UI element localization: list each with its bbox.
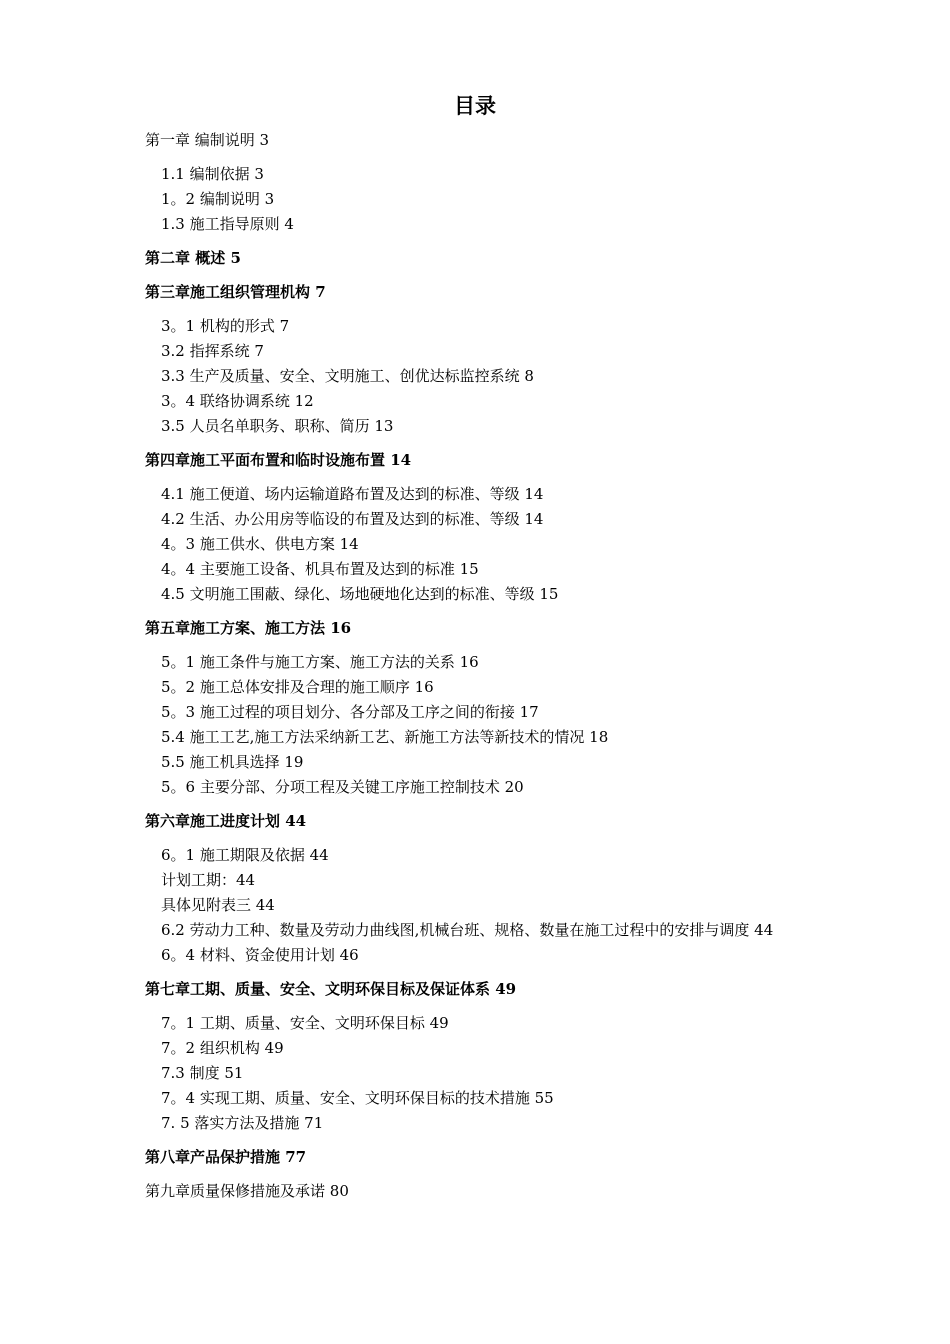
toc-chapter: 第九章质量保修措施及承诺 80 <box>145 1182 349 1200</box>
toc-section: 4。3 施工供水、供电方案 14 <box>161 535 359 553</box>
toc-chapter: 第八章产品保护措施 77 <box>145 1148 307 1166</box>
toc-chapter: 第三章施工组织管理机构 7 <box>145 283 326 301</box>
toc-section: 3.5 人员名单职务、职称、简历 13 <box>161 417 394 435</box>
toc-section: 5。3 施工过程的项目划分、各分部及工序之间的衔接 17 <box>161 703 539 721</box>
toc-section: 5.5 施工机具选择 19 <box>161 753 304 771</box>
toc-section: 5.4 施工工艺,施工方法采纳新工艺、新施工方法等新技术的情况 18 <box>161 728 609 746</box>
toc-chapter: 第二章 概述 5 <box>145 249 241 267</box>
toc-chapter: 第一章 编制说明 3 <box>145 131 270 149</box>
toc-section: 3.3 生产及质量、安全、文明施工、创优达标监控系统 8 <box>161 367 534 385</box>
toc-section: 计划工期：44 <box>161 871 256 889</box>
toc-section: 1.1 编制依据 3 <box>161 165 264 183</box>
toc-section: 6.2 劳动力工种、数量及劳动力曲线图,机械台班、规格、数量在施工过程中的安排与调度 44 <box>161 921 774 939</box>
toc-section: 4.5 文明施工围蔽、绿化、场地硬地化达到的标准、等级 15 <box>161 585 559 603</box>
toc-section: 7. 5 落实方法及措施 71 <box>161 1114 324 1132</box>
toc-section: 5。1 施工条件与施工方案、施工方法的关系 16 <box>161 653 479 671</box>
toc-section: 4.2 生活、办公用房等临设的布置及达到的标准、等级 14 <box>161 510 544 528</box>
toc-section: 1。2 编制说明 3 <box>161 190 275 208</box>
toc-chapter: 第四章施工平面布置和临时设施布置 14 <box>145 451 412 469</box>
toc-section: 7。4 实现工期、质量、安全、文明环保目标的技术措施 55 <box>161 1089 554 1107</box>
toc-section: 3。1 机构的形式 7 <box>161 317 290 335</box>
toc-section: 5。2 施工总体安排及合理的施工顺序 16 <box>161 678 434 696</box>
toc-section: 1.3 施工指导原则 4 <box>161 215 294 233</box>
toc-chapter: 第七章工期、质量、安全、文明环保目标及保证体系 49 <box>145 980 517 998</box>
table-of-contents <box>145 128 805 1213</box>
toc-section: 3。4 联络协调系统 12 <box>161 392 314 410</box>
toc-section: 6。4 材料、资金使用计划 46 <box>161 946 359 964</box>
toc-chapter: 第六章施工进度计划 44 <box>145 812 307 830</box>
toc-section: 4。4 主要施工设备、机具布置及达到的标准 15 <box>161 560 479 578</box>
toc-section: 5。6 主要分部、分项工程及关键工序施工控制技术 20 <box>161 778 524 796</box>
toc-section: 4.1 施工便道、场内运输道路布置及达到的标准、等级 14 <box>161 485 544 503</box>
toc-section: 7。2 组织机构 49 <box>161 1039 284 1057</box>
toc-section: 7.3 制度 51 <box>161 1064 244 1082</box>
toc-section: 7。1 工期、质量、安全、文明环保目标 49 <box>161 1014 449 1032</box>
toc-section: 3.2 指挥系统 7 <box>161 342 264 360</box>
page-title: 目录 <box>454 94 496 118</box>
toc-section: 6。1 施工期限及依据 44 <box>161 846 329 864</box>
toc-chapter: 第五章施工方案、施工方法 16 <box>145 619 352 637</box>
toc-section: 具体见附表三 44 <box>161 896 275 914</box>
